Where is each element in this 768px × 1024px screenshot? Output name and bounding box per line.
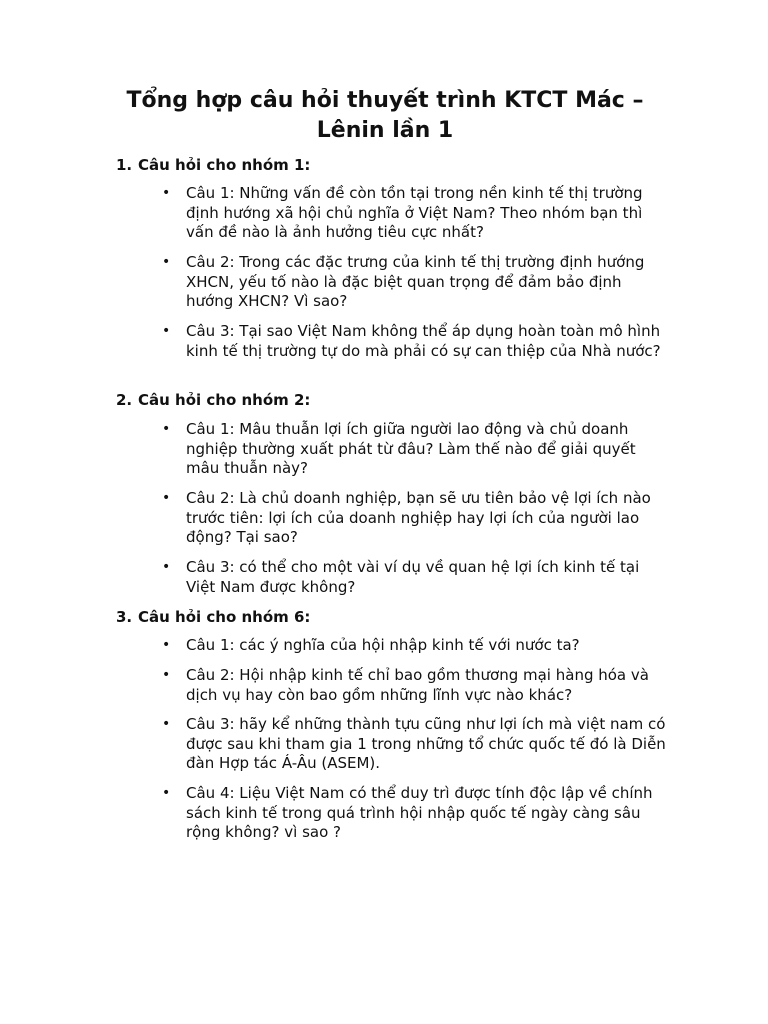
list-item bbox=[162, 420, 672, 479]
question-text: Câu 3: hãy kể những thành tựu cũng như lợi ích mà việt nam có được sau khi tham gia 1 trong những tổ chức quốc tế đó là Diễn đàn Hợp tác Á-Âu (ASEM). bbox=[186, 715, 666, 773]
question-text: Câu 2: Trong các đặc trưng của kinh tế thị trường định hướng XHCN, yếu tố nào là đặc biệt quan trọng để đảm bảo định hướng XHCN? Vì sao? bbox=[186, 253, 645, 311]
section-title: Câu hỏi cho nhóm 1: bbox=[138, 156, 311, 174]
list-item bbox=[162, 784, 672, 843]
question-text: Câu 4: Liệu Việt Nam có thể duy trì được tính độc lập về chính sách kinh tế trong quá trình hội nhập quốc tế ngày càng sâu rộng không? vì sao ? bbox=[186, 784, 653, 842]
question-text: Câu 2: Là chủ doanh nghiệp, bạn sẽ ưu tiên bảo vệ lợi ích nào trước tiên: lợi ích của doanh nghiệp hay lợi ích của người lao động? Tại sao? bbox=[186, 489, 651, 547]
question-text: Câu 1: Mâu thuẫn lợi ích giữa người lao động và chủ doanh nghiệp thường xuất phát từ đâu? Làm thế nào để giải quyết mâu thuẫn này? bbox=[186, 420, 636, 478]
list-item bbox=[162, 558, 672, 597]
section-title: Câu hỏi cho nhóm 2: bbox=[138, 391, 311, 409]
list-item bbox=[162, 489, 672, 548]
section-heading bbox=[116, 390, 310, 410]
bullet-icon: • bbox=[162, 490, 171, 506]
bullet-icon: • bbox=[162, 559, 171, 575]
list-item bbox=[162, 253, 672, 312]
question-text: Câu 2: Hội nhập kinh tế chỉ bao gồm thương mại hàng hóa và dịch vụ hay còn bao gồm những lĩnh vực nào khác? bbox=[186, 666, 649, 704]
section-number: 3. bbox=[116, 608, 133, 626]
bullet-icon: • bbox=[162, 667, 171, 683]
bullet-icon: • bbox=[162, 323, 171, 339]
question-text: Câu 3: Tại sao Việt Nam không thể áp dụng hoàn toàn mô hình kinh tế thị trường tự do mà phải có sự can thiệp của Nhà nước? bbox=[186, 322, 661, 360]
section-number: 1. bbox=[116, 156, 133, 174]
list-item bbox=[162, 636, 672, 656]
document-title: Tổng hợp câu hỏi thuyết trình KTCT Mác – Lênin lần 1 bbox=[126, 88, 644, 143]
question-text: Câu 1: Những vấn đề còn tồn tại trong nền kinh tế thị trường định hướng xã hội chủ nghĩa ở Việt Nam? Theo nhóm bạn thì vấn đề nào là ảnh hưởng tiêu cực nhất? bbox=[186, 184, 643, 242]
bullet-icon: • bbox=[162, 716, 171, 732]
question-text: Câu 1: các ý nghĩa của hội nhập kinh tế với nước ta? bbox=[186, 636, 580, 654]
question-text: Câu 3: có thể cho một vài ví dụ về quan hệ lợi ích kinh tế tại Việt Nam được không? bbox=[186, 558, 640, 596]
bullet-icon: • bbox=[162, 254, 171, 270]
list-item bbox=[162, 666, 672, 705]
section-heading bbox=[116, 607, 310, 627]
list-item bbox=[162, 322, 672, 361]
bullet-icon: • bbox=[162, 637, 171, 653]
section-heading bbox=[116, 155, 310, 175]
list-item bbox=[162, 715, 672, 774]
bullet-icon: • bbox=[162, 185, 171, 201]
bullet-icon: • bbox=[162, 785, 171, 801]
bullet-icon: • bbox=[162, 421, 171, 437]
section-title: Câu hỏi cho nhóm 6: bbox=[138, 608, 311, 626]
section-number: 2. bbox=[116, 391, 133, 409]
list-item bbox=[162, 184, 672, 243]
